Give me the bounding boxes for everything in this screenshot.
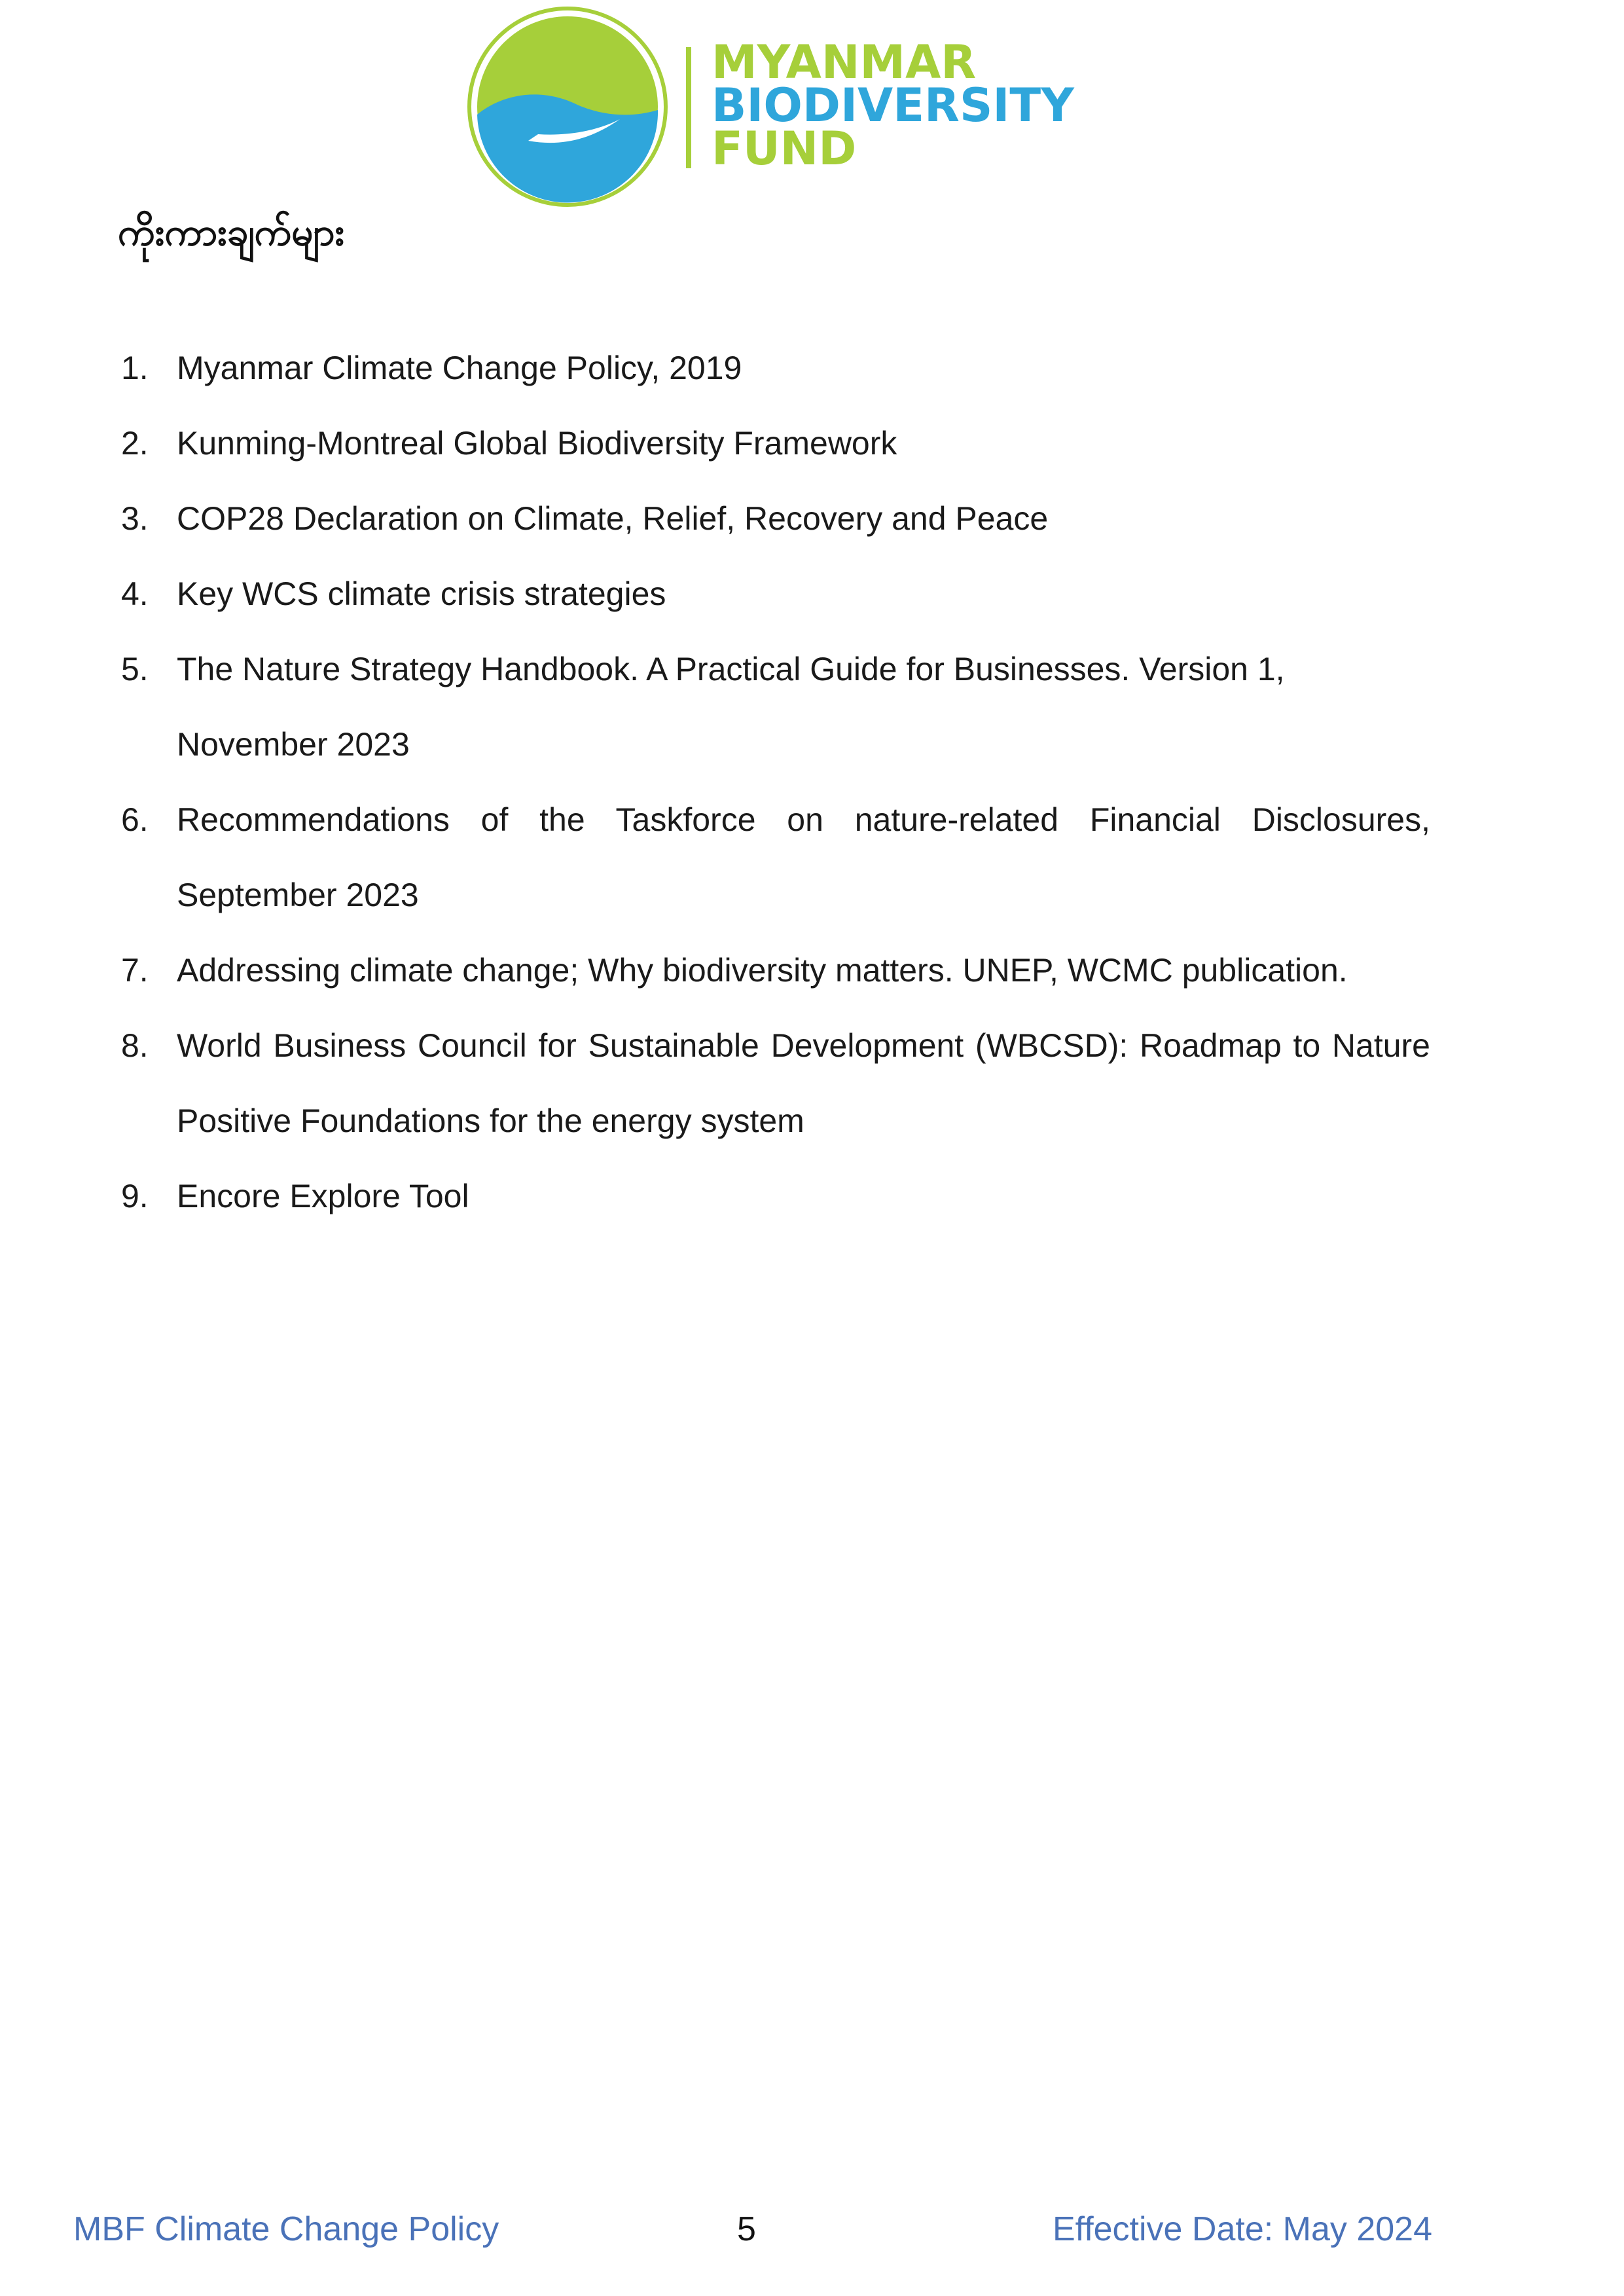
footer-document-title: MBF Climate Change Policy <box>73 2210 499 2248</box>
reference-item <box>121 933 1430 1008</box>
reference-text: COP28 Declaration on Climate, Relief, Recovery and Peace <box>177 500 1049 537</box>
reference-text: Myanmar Climate Change Policy, 2019 <box>177 350 742 386</box>
reference-text: World Business Council for Sustainable Development (WBCSD): Roadmap to Nature Positive Foundations for the energy system <box>177 1027 1430 1139</box>
reference-text: Encore Explore Tool <box>177 1178 469 1214</box>
reference-number: 2. <box>121 425 149 462</box>
reference-number: 6. <box>121 801 149 838</box>
reference-item <box>121 1159 1430 1234</box>
logo-divider <box>686 47 691 168</box>
logo-line-myanmar: MYANMAR <box>712 35 977 89</box>
reference-text: Kunming-Montreal Global Biodiversity Framework <box>177 425 897 462</box>
reference-text: Recommendations of the Taskforce on nature-related Financial Disclosures, September 2023 <box>177 801 1430 913</box>
logo-line-biodiversity: BIODIVERSITY <box>712 79 1074 132</box>
reference-number: 4. <box>121 575 149 612</box>
reference-item <box>121 406 1430 481</box>
reference-item <box>121 481 1430 556</box>
reference-number: 7. <box>121 952 149 989</box>
page-heading: ကိုးကားချက်များ <box>118 210 345 254</box>
globe-wave-icon <box>466 0 669 216</box>
logo <box>466 0 1074 219</box>
reference-item <box>121 1008 1430 1159</box>
reference-item <box>121 556 1430 632</box>
footer-page-number: 5 <box>737 2210 756 2248</box>
reference-text: Key WCS climate crisis strategies <box>177 575 666 612</box>
logo-line-fund: FUND <box>712 122 857 175</box>
reference-list <box>121 331 1430 1234</box>
reference-item <box>121 632 1430 782</box>
reference-number: 8. <box>121 1027 149 1064</box>
reference-number: 9. <box>121 1178 149 1214</box>
reference-number: 3. <box>121 500 149 537</box>
footer-effective-date: Effective Date: May 2024 <box>1053 2210 1433 2248</box>
reference-item <box>121 331 1430 406</box>
logo-wordmark <box>712 35 1074 175</box>
reference-text: The Nature Strategy Handbook. A Practical Guide for Businesses. Version 1, November 2023 <box>177 651 1285 763</box>
reference-text: Addressing climate change; Why biodiversity matters. UNEP, WCMC publication. <box>177 952 1348 989</box>
reference-item <box>121 782 1430 933</box>
reference-number: 1. <box>121 350 149 386</box>
reference-number: 5. <box>121 651 149 687</box>
